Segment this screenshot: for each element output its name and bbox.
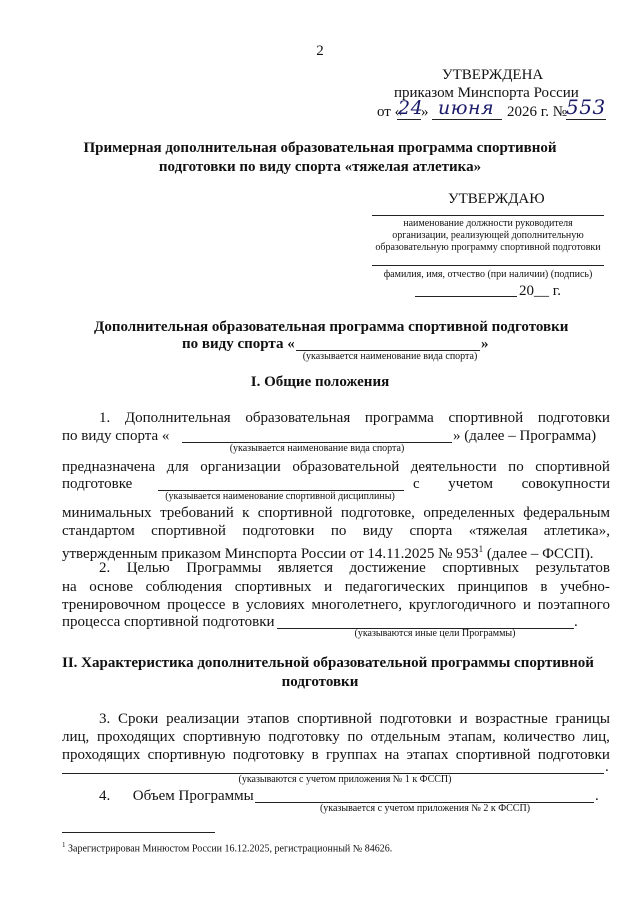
p1-line2-prefix: по виду спорта «: [62, 428, 170, 444]
word: виду: [362, 523, 394, 539]
word: минимальных: [62, 505, 152, 521]
page-number: 2: [316, 43, 324, 59]
p1-line5: [62, 504, 610, 523]
p1-line4-right: [413, 475, 610, 494]
word: «тяжелая: [468, 523, 528, 539]
word: лиц,: [582, 729, 610, 745]
word: в: [540, 579, 548, 595]
word: для: [166, 459, 189, 475]
p1-line4-prefix: подготовке: [62, 476, 133, 492]
word: педагогических: [344, 579, 445, 595]
word: спортивную: [147, 747, 226, 763]
word: по: [330, 523, 347, 539]
word: проходящих: [96, 729, 176, 745]
p4-prefix: 4. Объем Программы: [99, 788, 254, 804]
p2-line2: [62, 578, 610, 597]
word: спортивную: [182, 729, 261, 745]
p1-caption1: (указывается наименование вида спорта): [229, 443, 405, 454]
word: многолетнего,: [311, 597, 403, 613]
date-line: [415, 296, 517, 297]
word: подготовки: [537, 410, 610, 426]
number-underline: [566, 119, 606, 120]
word: результатов: [535, 560, 610, 576]
word: по: [508, 459, 524, 475]
footnote-text: Зарегистрирован Минюстом России 16.12.2025, регистрационный № 84626.: [65, 843, 393, 855]
word: возрастные: [475, 711, 548, 727]
date-close-quote: »: [421, 104, 429, 120]
word: Сроки: [118, 711, 159, 727]
word: предназначена: [62, 459, 156, 475]
word: стандартом: [62, 523, 135, 539]
word: подготовку: [232, 747, 305, 763]
name-line: [372, 265, 604, 266]
p2-line4-prefix: процесса спортивной подготовки: [62, 614, 275, 630]
word: и: [522, 597, 531, 613]
approve-date-year: 20__ г.: [519, 283, 561, 299]
approval-order-line: приказом Минспорта России: [394, 85, 579, 101]
word: Дополнительная: [124, 410, 231, 426]
handwritten-month: июня: [438, 97, 495, 119]
word: Целью: [126, 560, 170, 576]
word: требований: [160, 505, 234, 521]
word: по: [347, 729, 363, 745]
footnote-mark: 1: [62, 841, 66, 849]
word: учебно-: [560, 579, 610, 595]
word: границы: [555, 711, 610, 727]
p1-line7-end: (далее – ФССП).: [483, 546, 594, 562]
word: совокупности: [521, 476, 610, 492]
word: поэтапного: [537, 597, 610, 613]
word: реализации: [166, 711, 240, 727]
p1-line7-text: утвержденным приказом Минспорта России от 14.11.2025 № 953: [62, 546, 479, 562]
day-underline: [397, 119, 421, 120]
word: отдельным: [370, 729, 441, 745]
month-underline: [432, 119, 502, 120]
word: проходящих: [62, 747, 141, 763]
word: принципов: [457, 579, 528, 595]
word: спортивных: [442, 560, 520, 576]
p1-line6: [62, 522, 610, 541]
word: спортивной: [448, 410, 524, 426]
word: количество: [503, 729, 575, 745]
footnote-separator: [62, 832, 215, 833]
word: является: [277, 560, 334, 576]
word: группах: [326, 747, 378, 763]
word: соблюдения: [145, 579, 223, 595]
word: подготовке,: [340, 505, 415, 521]
p2-line1: [62, 559, 610, 578]
word: на: [62, 579, 77, 595]
p1-caption2: (указывается наименование спортивной дисциплины): [165, 491, 395, 502]
position-caption-3: образовательную программу спортивной подготовки: [375, 242, 601, 253]
word: спортивных: [234, 579, 312, 595]
date-year-number-label: 2026 г. №: [507, 104, 568, 120]
program-title-suffix: »: [481, 336, 489, 352]
section1-heading: I. Общие положения: [250, 374, 390, 390]
word: деятельности: [410, 459, 497, 475]
word: 2.: [99, 560, 111, 576]
word: образовательной: [292, 459, 400, 475]
word: подготовки: [537, 747, 610, 763]
position-line: [372, 215, 604, 216]
position-caption-1: наименование должности руководителя: [403, 218, 573, 229]
sport-name-caption: (указывается наименование вида спорта): [302, 351, 478, 362]
word: спортивной: [151, 523, 226, 539]
word: федеральным: [523, 505, 610, 521]
footnote: [62, 839, 392, 855]
word: спорта: [409, 523, 453, 539]
word: определенных: [423, 505, 515, 521]
word: в: [232, 597, 240, 613]
p1-line1: [62, 409, 610, 428]
section2-heading-line2: подготовки: [281, 674, 359, 690]
word: подготовки: [379, 711, 452, 727]
word: основе: [89, 579, 133, 595]
p3-line1: [62, 710, 610, 729]
section2-heading-line1: II. Характеристика дополнительной образовательной программы спортивной: [62, 655, 594, 671]
handwritten-order-number: 553: [566, 95, 606, 119]
program-title-line1: Дополнительная образовательная программа спортивной подготовки: [94, 319, 569, 335]
name-caption: фамилия, имя, отчество (при наличии) (подпись): [383, 269, 593, 280]
word: достижение: [349, 560, 426, 576]
p4-caption: (указывается с учетом приложения № 2 к ФССП): [319, 803, 531, 814]
position-caption-2: организации, реализующей дополнительную: [392, 230, 584, 241]
p4-suffix: .: [595, 788, 599, 804]
word: этапах: [406, 747, 449, 763]
handwritten-day: 24: [398, 97, 424, 119]
word: подготовки: [242, 523, 315, 539]
word: образовательная: [245, 410, 351, 426]
word: Программы: [186, 560, 262, 576]
word: спортивной: [535, 459, 610, 475]
word: спортивной: [257, 505, 333, 521]
word: программа: [364, 410, 434, 426]
word: и: [459, 711, 468, 727]
approval-title: УТВЕРЖДЕНА: [442, 67, 544, 83]
word: круглогодичного: [408, 597, 517, 613]
p3-line2: [62, 728, 610, 747]
program-title-prefix: по виду спорта «: [182, 336, 295, 352]
date-prefix: от «: [377, 104, 403, 120]
word: спортивной: [297, 711, 372, 727]
p3-line3: [62, 746, 610, 765]
p2-caption: (указываются иные цели Программы): [354, 628, 516, 639]
p3-caption: (указываются с учетом приложения № 1 к ФССП): [238, 774, 452, 785]
word: 1.: [99, 410, 111, 426]
word: и: [324, 579, 333, 595]
word: этапам,: [448, 729, 496, 745]
word: спортивной: [455, 747, 531, 763]
word: подготовку: [268, 729, 340, 745]
approve-label: УТВЕРЖДАЮ: [448, 191, 545, 207]
p2-line4-suffix: .: [574, 614, 578, 630]
word: к: [242, 505, 250, 521]
word: 3.: [99, 711, 111, 727]
p3-line4-suffix: .: [605, 759, 609, 775]
word: тренировочном: [62, 597, 161, 613]
word: лиц,: [62, 729, 90, 745]
word: в: [311, 747, 319, 763]
word: условиях: [246, 597, 305, 613]
doc-title-line1: Примерная дополнительная образовательная программа спортивной: [83, 140, 557, 156]
doc-title-line2: подготовки по виду спорта «тяжелая атлетика»: [158, 159, 482, 175]
p1-line2-suffix: » (далее – Программа): [453, 428, 597, 444]
word: на: [384, 747, 400, 763]
footnote-ref: 1: [478, 544, 484, 554]
word: процессе: [167, 597, 226, 613]
word: этапов: [247, 711, 290, 727]
word: с: [413, 476, 420, 492]
word: атлетика»,: [543, 523, 610, 539]
word: учетом: [448, 476, 494, 492]
word: организации: [200, 459, 281, 475]
